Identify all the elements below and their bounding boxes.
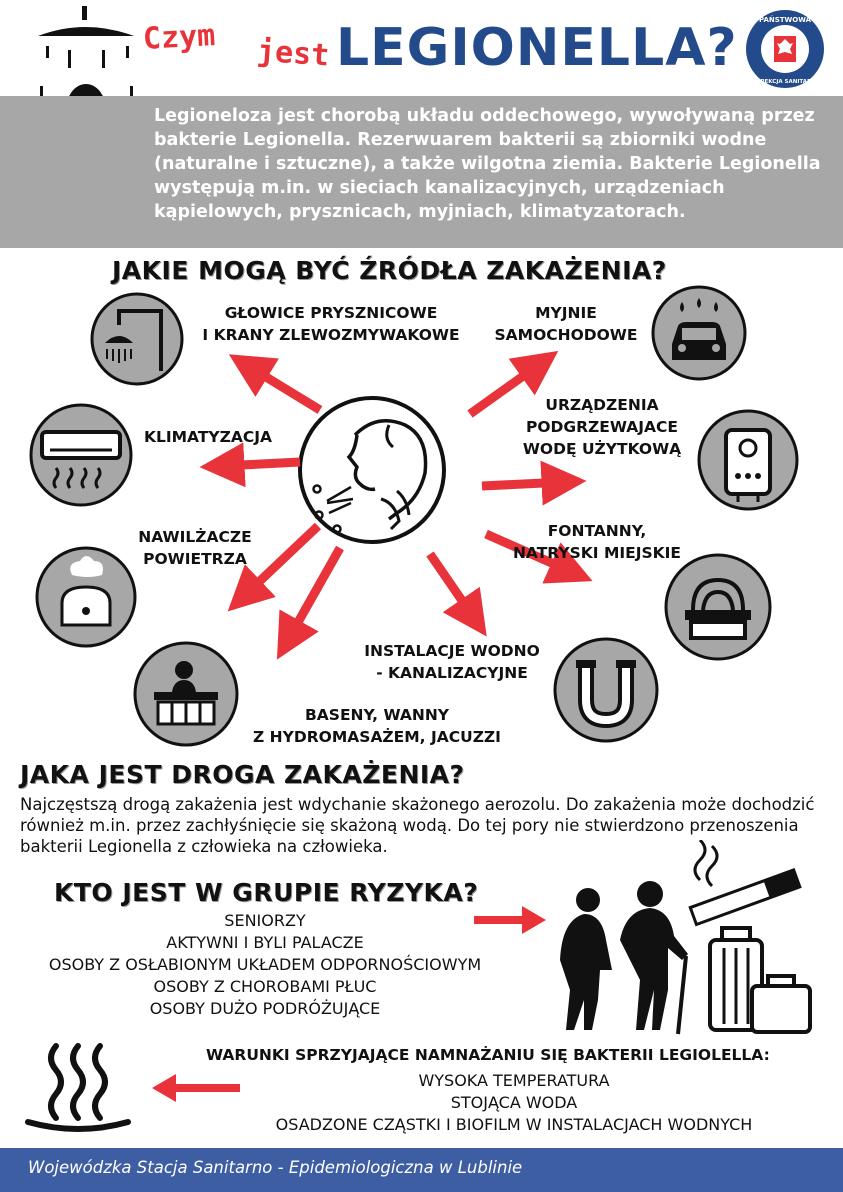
title-czym: Czym [142, 18, 217, 57]
source-label-air-conditioning [136, 426, 280, 448]
source-label-humidifiers [120, 526, 270, 570]
source-line: PODGRZEWAJACE [525, 418, 678, 436]
sanitary-inspection-logo [744, 8, 826, 90]
intro-text: Legioneloza jest chorobą układu oddechowego, wywoływaną przez bakterie Legionella. Rezerwuarem bakterii są zbiorniki wodne (naturalne i sztuczne), a także wilgotna ziemia. Bakterie Legionella występują m.in. w sieciach kanalizacyjnych, urządzeniach kąpielowych, prysznicach, myjniach, klimatyzatorach. [154, 106, 821, 222]
water-heater-icon [696, 408, 800, 512]
source-line: POWIETRZA [143, 550, 247, 568]
svg-text:PAŃSTWOWA: PAŃSTWOWA [758, 16, 812, 24]
source-line: NAWILŻACZE [138, 528, 252, 546]
air-conditioner-icon [28, 402, 134, 508]
shower-head-icon [89, 291, 185, 387]
source-label-water-heaters [512, 394, 692, 460]
car-wash-icon [650, 284, 748, 382]
source-line: GŁOWICE PRYSZNICOWE [224, 304, 438, 322]
source-line: FONTANNY, [547, 522, 647, 540]
list-item: SENIORZY [224, 911, 306, 930]
source-label-water-installations [354, 640, 550, 684]
source-line: MYJNIE [535, 304, 597, 322]
risk-heading: KTO JEST W GRUPIE RYZYKA? [54, 878, 479, 907]
transmission-heading: JAKA JEST DROGA ZAKAŻENIA? [20, 760, 465, 789]
svg-text:INSPEKCJA SANITARNA: INSPEKCJA SANITARNA [749, 79, 821, 85]
list-item: WYSOKA TEMPERATURA [418, 1071, 610, 1090]
list-item: AKTYWNI I BYLI PALACZE [166, 933, 364, 952]
risk-arrow [470, 900, 550, 940]
risk-list [20, 910, 510, 1020]
footer-text: Wojewódzka Stacja Sanitarno - Epidemiologiczna w Lublinie [28, 1158, 523, 1177]
source-line: BASENY, WANNY [304, 706, 450, 724]
heat-waves-icon [22, 1036, 132, 1136]
jacuzzi-icon [132, 640, 240, 748]
source-line: - KANALIZACYJNE [376, 664, 528, 682]
source-label-car-wash [486, 302, 646, 346]
conditions-arrow [148, 1068, 244, 1108]
source-line: INSTALACJE WODNO [364, 642, 540, 660]
page-title: LEGIONELLA? [336, 18, 738, 78]
transmission-text: Najczęstszą drogą zakażenia jest wdychanie skażonego aerozolu. Do zakażenia może dochodzić również m.in. przez zachłyśnięcie się skażoną wodą. Do tej pory nie stwierdzono przenoszenia bakterii Legionella z człowieka na człowieka. [20, 795, 815, 856]
sources-heading: JAKIE MOGĄ BYĆ ŹRÓDŁA ZAKAŻENIA? [112, 256, 667, 285]
pipe-icon [552, 636, 660, 744]
source-line: KLIMATYZACJA [143, 428, 273, 446]
list-item: OSOBY Z OSŁABIONYM UKŁADEM ODPORNOŚCIOWYM [48, 955, 482, 974]
title-jest: jest [255, 33, 331, 74]
source-line: SAMOCHODOWE [494, 326, 638, 344]
list-item: OSOBY Z CHOROBAMI PŁUC [153, 977, 377, 996]
source-label-fountains [506, 520, 688, 564]
list-item: STOJĄCA WODA [450, 1093, 578, 1112]
source-line: Z HYDROMASAŻEM, JACUZZI [253, 728, 501, 746]
conditions-heading: WARUNKI SPRZYJAJĄCE NAMNAŻANIU SIĘ BAKTERII LEGIOLELLA: [206, 1046, 770, 1064]
seniors-smoking-travel-icon [540, 840, 820, 1040]
source-line: URZĄDZENIA [545, 396, 659, 414]
conditions-list [240, 1070, 788, 1136]
source-line: I KRANY ZLEWOZMYWAKOWE [202, 326, 460, 344]
list-item: OSOBY DUŻO PODRÓŻUJĄCE [149, 999, 381, 1018]
source-label-shower [196, 302, 466, 346]
source-line: WODĘ UŻYTKOWĄ [522, 440, 682, 458]
source-label-pools [242, 704, 512, 748]
list-item: OSADZONE CZĄSTKI I BIOFILM W INSTALACJACH WODNYCH [275, 1115, 753, 1134]
fountain-icon [663, 552, 773, 662]
source-line: NATRYSKI MIEJSKIE [512, 544, 682, 562]
